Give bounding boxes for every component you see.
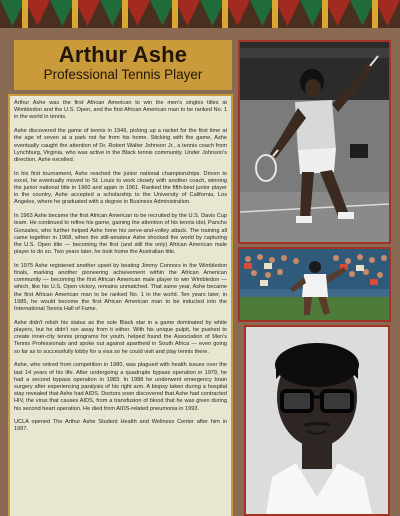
bio-paragraph: Ashe didn't relish his status as the sole Black star in a game dominated by white players, but he didn't run away from it either. With his unique pulpit, he pushed to create inner-city tennis programs for youth, helped found the Association of Men's Tennis Professionals and spoke out against apartheid in South Africa — even going so far as to successfully lobby for a visa so he could visit and play tennis there.	[14, 319, 227, 355]
kente-stripe-gold	[72, 0, 78, 28]
kente-stripe-gold	[372, 0, 378, 28]
photo-serving	[238, 40, 391, 244]
kente-stripe-gold	[222, 0, 228, 28]
title-banner	[14, 40, 232, 90]
kente-pattern	[0, 0, 400, 28]
bio-paragraph: In his first tournament, Ashe reached the junior national championships. Driven to excel, he eventually moved to St. Louis to work closely with another coach, winning the junior national title in 1960 and again in 1961. Ranked the fifth-best junior player in the country, Ashe accepted a scholarship to the University of California, Los Angeles, where he graduated with a degree in Business Administration.	[14, 170, 227, 206]
page-subtitle: Professional Tennis Player	[43, 67, 203, 82]
kente-stripe-gold	[322, 0, 328, 28]
match-crowd-photo-image	[240, 249, 389, 320]
photo-match-crowd	[238, 247, 391, 322]
portrait-photo-image	[246, 327, 388, 514]
bio-paragraph: In 1975 Ashe registered another upset by beating Jimmy Connors in the Wimbledon finals, marking another pioneering achievement within the African American community — becoming the first African American male player to win Wimbledon — which, like his U.S. Open victory, remains unmatched. That same year, Ashe became the first African American man to be ranked No. 1 in the world. Ten years later, in 1985, he would become the first African American man to be inducted into the International Tennis Hall of Fame.	[14, 262, 227, 313]
bio-paragraph: Ashe, who retired from competition in 1980, was plagued with health issues over the last 14 years of his life. After undergoing a quadruple bypass operation in 1979, he had a second bypass operation in 1983. In 1988 he underwent emergency brain surgery after experiencing paralysis of his right arm. A biopsy taken during a hospital stay revealed that Ashe had AIDS. Doctors soon discovered that Ashe had contracted HIV, the virus that causes AIDS, from a transfusion of blood that he was given during his second heart operation. He died from AIDS-related pneumonia in 1993.	[14, 362, 227, 412]
bio-paragraph: UCLA opened The Arthur Ashe Student Health and Wellness Center after him in 1997.	[14, 419, 227, 433]
page-title: Arthur Ashe	[58, 42, 188, 67]
kente-stripe-gold	[272, 0, 278, 28]
bio-paragraph: Ashe discovered the game of tennis in 1949, picking up a racket for the first time at the age of seven at a park not far from his home. Sticking with the game, Ashe eventually caught the attention of Dr. Robert Walter Johnson Jr., a tennis coach from Lynchburg, Virginia, who was active in the Black tennis community. Under Johnson's direction, Ashe excelled.	[14, 128, 227, 163]
biography-panel	[8, 94, 233, 516]
kente-stripe-gold	[172, 0, 178, 28]
kente-stripe-gold	[22, 0, 28, 28]
photo-portrait	[244, 325, 390, 516]
kente-stripe-gold	[122, 0, 128, 28]
kente-pattern-band	[0, 0, 400, 28]
bio-paragraph: In 1963 Ashe became the first African American to be recruited by the U.S. Davis Cup team. He continued to refine his game, gaining the attention of his tennis idol, Pancho Gonzales, who further helped Ashe hone his serve-and-volley attack. The training all came together in 1968, when the still-amateur Ashe shocked the world by capturing the U.S. Open title — becoming the first (and still the only) African American male player to do so. Two years later, he took home the Australian title.	[14, 213, 227, 256]
bio-paragraph: Arthur Ashe was the first African American to win the men's singles titles at Wimbledon and the U.S. Open, and the first African American man to be ranked No. 1 in the world in tennis.	[14, 100, 227, 121]
serving-photo-image	[240, 42, 389, 242]
